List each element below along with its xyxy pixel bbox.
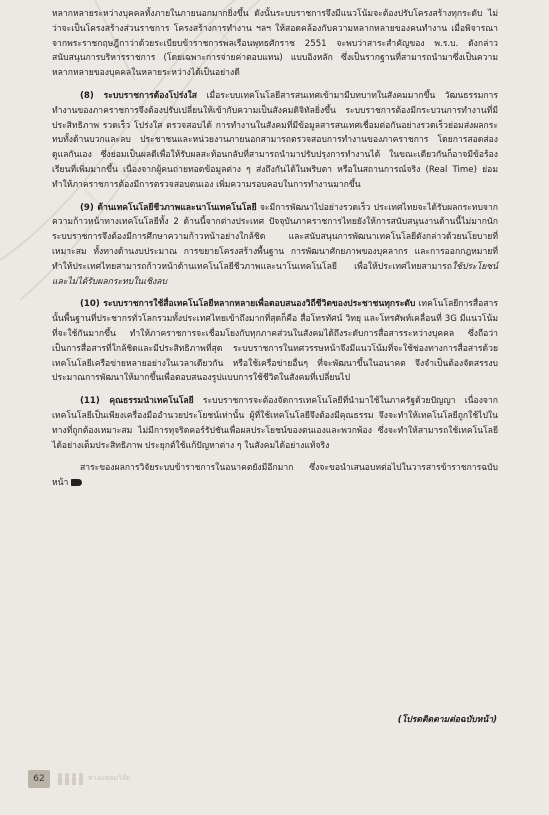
section-transparency — [52, 89, 498, 193]
arrow-right-icon — [71, 479, 82, 486]
section-media-technology — [52, 297, 498, 386]
section-ethics-technology — [52, 394, 498, 453]
article-body — [52, 7, 498, 491]
people-logo-icon — [56, 772, 84, 786]
page-number: 62 — [28, 770, 50, 788]
section-text: เมื่อระบบเทคโนโลยีสารสนเทศเข้ามามีบทบาทในสังคมมากขึ้น วัฒนธรรมการทำงานของภาคราชการจึงต้องปรับเปลี่ยนให้เข้ากับความเป็นสังคมดิจิทัลยิ่งขึ้น ระบบราชการต้องมีกระบวนการทำงานที่มีประสิทธิภาพ รวดเร็ว โปร่งใส ตรวจสอบได้ การทำงานในสังคมที่มีข้อมูลสารสนเทศเชื่อมต่อกันอย่างรวดเร็วย่อมส่งผลกระทบทั้งด้านบวกและลบ ประชาชนและหน่วยงานภายนอกสามารถตรวจสอบการทำงานของภาคราชการ โดยการสอดส่องดูแลกันเอง ซึ่งย่อมเป็นผลดีเพื่อให้รับผลสะท้อนกลับที่สามารถนำมาปรับปรุงการทำงานได้ ในขณะเดียวกันก็อาจมีข้อร้องเรียนที่เพิ่มมากขึ้น เนื่องจากผู้คนถ่ายทอดข้อมูลต่าง ๆ ส่งถึงกันได้ในพริบตา หรือในสถานการณ์จริง (Real Time) ย่อมทำให้ภาคราชการต้องมีการตรวจสอบตนเอง เพิ่มความรอบคอบในการทำงานมากขึ้น — [52, 90, 499, 190]
section-text: เทคโนโลยีการสื่อสารนั้นพื้นฐานที่ประชากรทั่วโลกรวมทั้งประเทศไทยเข้าถึงมากที่สุดก็คือ สื่อโทรทัศน์ วิทยุ และโทรศัพท์เคลื่อนที่ 3G มีแนวโน้มที่จะใช้กันมากขึ้น ทำให้ภาคราชการจะเชื่อมโยงกับทุกภาคส่วนในสังคมได้ถึงระดับการสื่อสารระหว่างบุคคล ซึ่งถือว่าเป็นการสื่อสารที่ใกล้ชิดและมีประสิทธิภาพที่สุด ระบบราชการในทศวรรษหน้าจึงมีแนวโน้มที่จะใช้ช่องทางการสื่อสารด้วยเทคโนโลยีเครือข่ายหลายอย่างในเวลาเดียวกัน หรือใช้เครือข่ายอื่นๆ ที่จะพัฒนาขึ้นในอนาคต จึงจำเป็นต้องจัดสรรงบประมาณการพัฒนาให้มากขึ้นเพื่อตอบสนองรูปแบบการใช้ชีวิตในสังคมที่เปลี่ยนไป — [52, 299, 498, 384]
section-biotech-nanotech — [52, 201, 498, 290]
continued-notice: (โปรดติดตามต่อฉบับหน้า) — [397, 715, 497, 725]
intro-paragraph: หลากหลายระหว่างบุคคลทั้งภายในภายนอกมากยิ่งขึ้น ดังนั้นระบบราชการจึงมีแนวโน้มจะต้องปรับโครงสร้างทุกระดับ ไม่ว่าจะเป็นโครงสร้างส่วนราชการ โครงสร้างการทำงาน ฯลฯ ให้สอดคล้องกับความหลากหลายของคนทำงาน เมื่อพิจารณาจากพระราชกฤษฎีกาว่าด้วยระเบียบข้าราชการพลเรือนพุทธศักราช 2551 จะพบว่าสาระสำคัญของ พ.ร.บ. ดังกล่าวสนับสนุนการบริหารราชการ (โดยเฉพาะการจ่ายค่าตอบแทน) แบบอิงหลัก ซึ่งเป็นรากฐานที่สามารถนำมาซึ่งเป็นความหลากหลายของบุคคลในหลายระหว่างได้เป็นอย่างดี — [52, 9, 498, 79]
section-heading: (10) ระบบราชการใช้สื่อเทคโนโลยีหลากหลายเพื่อตอบสนองวิถีชีวิตของประชาชนทุกระดับ — [80, 299, 416, 310]
section-text-italic: ใช้ประโยชน์และไม่ได้รับผลกระทบในเชิงลบ — [52, 261, 498, 287]
page-footer — [28, 770, 528, 790]
closing-paragraph — [52, 461, 498, 491]
section-text: จะมีการพัฒนาไปอย่างรวดเร็ว ประเทศไทยจะได้รับผลกระทบจากความก้าวหน้าทางเทคโนโลยีทั้ง 2 ด้านนี้จากต่างประเทศ ปัจจุบันภาคราชการไทยยังให้การสนับสนุนงานด้านนี้ไม่มากนัก ระบบราชการจึงต้องมีการศึกษาความก้าวหน้าอย่างใกล้ชิด และสนับสนุนการพัฒนาเทคโนโลยีดังกล่าวด้วยนโยบายที่เหมาะสม ทั้งทางด้านงบประมาณ การขยายโครงสร้างพื้นฐาน การพัฒนาศักยภาพของบุคลากร และการออกกฎหมายที่ทำให้ประเทศไทยสามารถก้าวหน้าด้านเทคโนโลยีชีวภาพและนาโนเทคโนโลยี เพื่อให้ประเทศไทยสามารถ — [52, 202, 498, 272]
section-heading: (11) คุณธรรมนำเทคโนโลยี — [80, 396, 194, 407]
section-text: ระบบราชการจะต้องจัดการเทคโนโลยีที่นำมาใช้ในภาครัฐด้วยปัญญา เนื่องจากเทคโนโลยีเป็นเพียงเครื่องมืออำนวยประโยชน์เท่านั้น ผู้ที่ใช้เทคโนโลยีจึงต้องมีคุณธรรม จึงจะทำให้เทคโนโลยีถูกใช้ไปในทางที่ถูกต้องเหมาะสม ไม่มีการทุจริตคอร์รัปชันเพื่อผลประโยชน์ของตนเองและพวกพ้อง ซึ่งจะทำให้สามารถใช้เทคโนโลยีได้อย่างเต็มประสิทธิภาพ ประยุกต์ใช้แก้ปัญหาต่าง ๆ ในสังคมได้อย่างแท้จริง — [52, 396, 498, 451]
section-heading: (9) ด้านเทคโนโลยีชีวภาพและนาโนเทคโนโลยี — [80, 202, 257, 213]
footer-caption: ทางแหลมวิจัย — [88, 774, 131, 782]
closing-text: สาระของผลการวิจัยระบบข้าราชการในอนาคตยังมีอีกมาก ซึ่งจะขอนำเสนอบทต่อไปในวารสารข้าราชการฉบับหน้า — [52, 463, 498, 489]
section-heading: (8) ระบบราชการต้องโปร่งใส — [80, 90, 197, 101]
